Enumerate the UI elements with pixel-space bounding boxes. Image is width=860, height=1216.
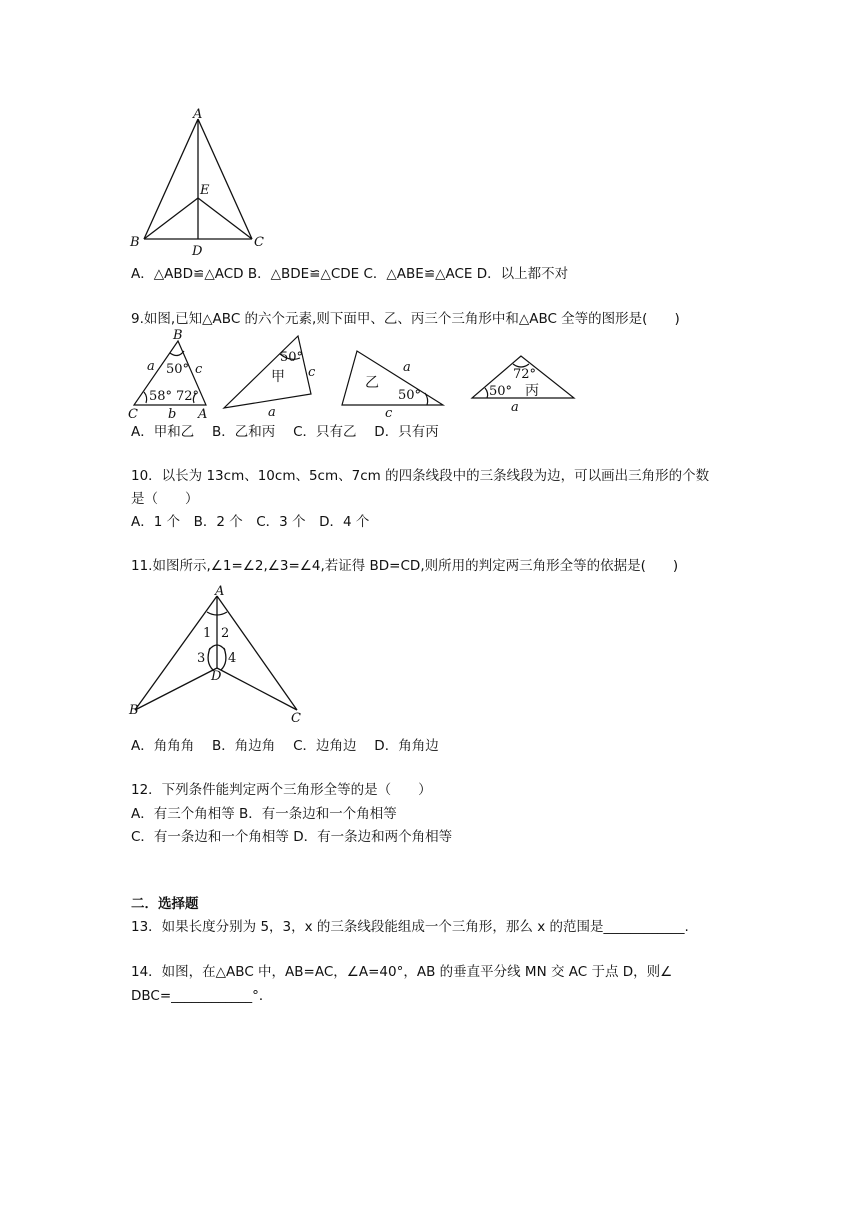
label-C: C [128,407,138,421]
q9-options: A．甲和乙 B．乙和丙 C．只有乙 D．只有丙 [131,424,439,440]
label-B: B [173,328,183,343]
label-E: E [200,183,210,198]
label-4: 4 [228,651,237,666]
q13-stem: 13．如果长度分别为 5，3，x 的三条线段能组成一个三角形，那么 x 的范围是____________. [131,919,689,935]
label-D: D [211,669,222,684]
q9-triangle-yi [337,343,452,418]
label-jia: 甲 [271,369,285,385]
angle-50: 50° [489,384,513,399]
label-3: 3 [197,651,206,666]
label-b: b [168,407,177,421]
label-A: A [198,407,208,421]
label-A: A [215,584,225,599]
label-1: 1 [203,626,212,641]
q14-stem-line2: DBC=____________°． [131,988,273,1004]
q9-triangle-bing [467,350,582,415]
label-bing: 丙 [525,383,539,399]
section-2-title: 二．选择题 [131,896,199,912]
label-a: a [403,360,411,375]
q11-options: A．角角角 B．角边角 C．边角边 D．角角边 [131,738,439,754]
q12-stem: 12．下列条件能判定两个三角形全等的是（ ） [131,782,432,798]
q9-triangle-abc [126,327,216,421]
label-D: D [192,244,203,259]
q9-triangle-jia [218,330,328,420]
angle-50: 50° [166,362,190,377]
q10-stem-line2: 是（ ） [131,491,199,507]
angle-72: 72° [176,389,200,404]
label-A: A [193,107,203,122]
label-B: B [130,235,140,250]
q12-options-line2: C．有一条边和一个角相等 D．有一条边和两个角相等 [131,829,453,845]
label-C: C [291,711,301,726]
q9-stem: 9.如图,已知△ABC 的六个元素,则下面甲、乙、丙三个三角形中和△ABC 全等的图形是( ) [131,311,680,327]
angle-58: 58° [149,389,173,404]
q8-triangle-figure [125,104,275,260]
q12-options-line1: A．有三个角相等 B．有一条边和一个角相等 [131,806,397,822]
q8-options: A．△ABD≌△ACD B．△BDE≌△CDE C．△ABE≌△ACE D．以上都不对 [131,266,569,282]
label-2: 2 [221,626,230,641]
label-c: c [308,365,316,380]
label-C: C [254,235,264,250]
label-c: c [195,362,203,377]
angle-72: 72° [513,367,537,382]
q11-stem: 11.如图所示,∠1=∠2,∠3=∠4,若证得 BD=CD,则所用的判定两三角形全等的依据是( ) [131,558,679,574]
angle-50: 50° [280,350,304,365]
q10-stem-line1: 10．以长为 13cm、10cm、5cm、7cm 的四条线段中的三条线段为边，可以画出三角形的个数 [131,468,710,484]
label-B: B [129,703,139,718]
label-yi: 乙 [365,375,379,391]
q11-triangle-figure [125,582,310,727]
label-a: a [147,359,155,374]
angle-50: 50° [398,388,422,403]
label-c: c [385,406,393,418]
label-a: a [511,400,519,415]
label-a: a [268,405,276,420]
q14-stem-line1: 14．如图，在△ABC 中，AB=AC，∠A=40°，AB 的垂直平分线 MN 交 AC 于点 D，则∠ [131,964,673,980]
q10-options: A．1 个 B．2 个 C．3 个 D．4 个 [131,514,370,530]
